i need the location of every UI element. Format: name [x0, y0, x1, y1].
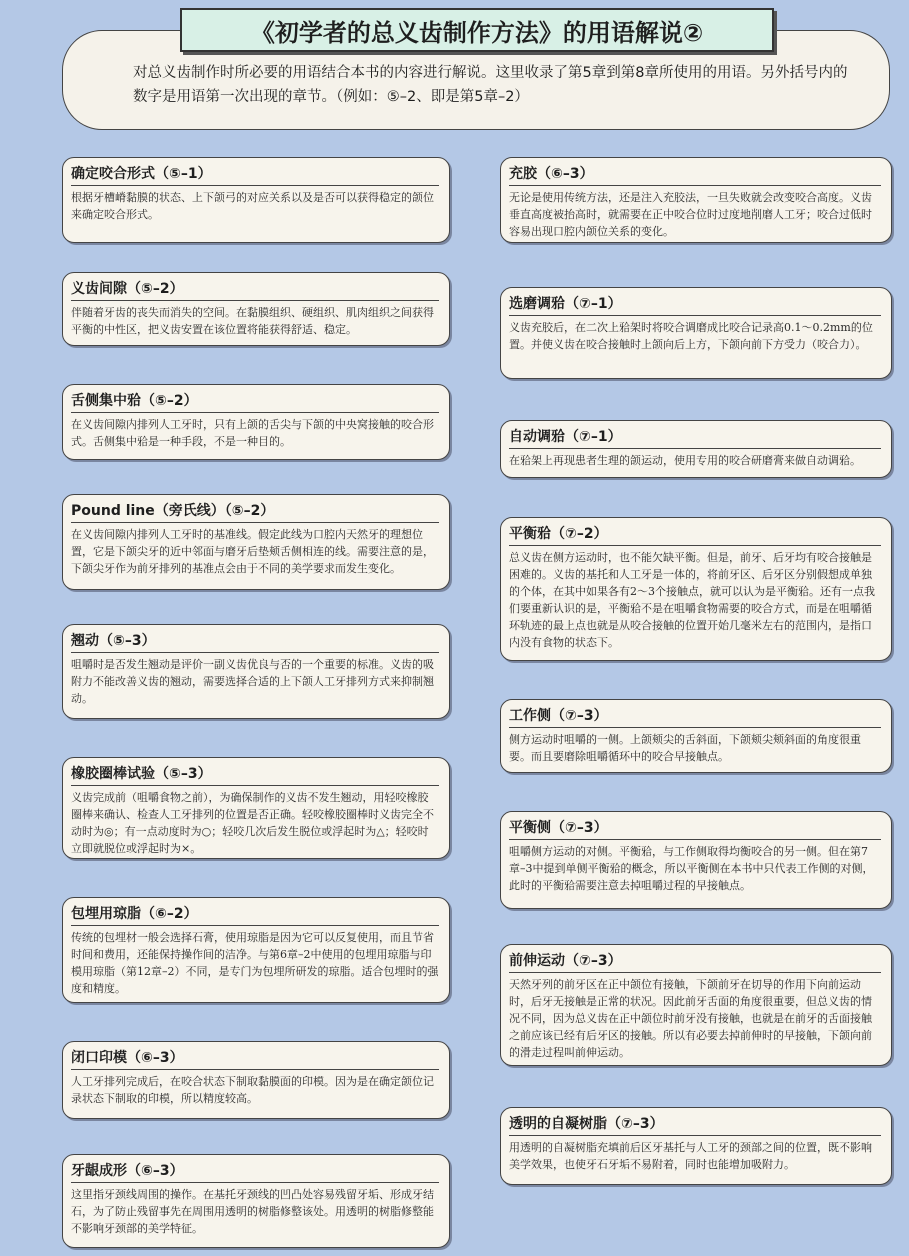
term-card-denture-space	[62, 272, 450, 346]
term-text: 用透明的自凝树脂充填前后区牙基托与人工牙的颈部之间的位置，既不影响美学效果，也使牙石牙垢不易附着，同时也能增加吸附力。	[509, 1141, 872, 1171]
term-text: 咀嚼侧方运动的对侧。平衡𬌗，与工作侧取得均衡咬合的另一侧。但在第7章–3中提到单侧平衡𬌗的概念，所以平衡侧在本书中只代表工作侧的对侧，此时的平衡𬌗需要注意去掉咀嚼过程的早接触点。	[509, 845, 874, 892]
term-card-clear-self-cure-resin	[500, 1107, 892, 1185]
term-text: 义齿完成前（咀嚼食物之前），为确保制作的义齿不发生翘动，用轻咬橡胶圈棒来确认、检查人工牙排列的位置是否正确。轻咬橡胶圈棒时义齿完全不动时为◎；有一点动度时为○；轻咬几次后发生脱位或浮起时为△；轻咬时立即就脱位或浮起时为×。	[71, 791, 434, 855]
term-card-pound-line	[62, 494, 450, 590]
term-card-selective-grinding	[500, 287, 892, 379]
term-title: 橡胶圈棒试验（⑤–3）	[71, 763, 439, 786]
term-text: 在义齿间隙内排列人工牙时，只有上颌的舌尖与下颌的中央窝接触的咬合形式。舌侧集中𬌗是一种手段，不是一种目的。	[71, 418, 434, 448]
term-text: 咀嚼时是否发生翘动是评价一副义齿优良与否的一个重要的标准。义齿的吸附力不能改善义齿的翘动，需要选择合适的上下颌人工牙排列方式来抑制翘动。	[71, 658, 434, 705]
term-card-gingival-contouring	[62, 1154, 450, 1248]
term-title: 平衡侧（⑦–3）	[509, 817, 881, 840]
term-card-balancing-side	[500, 811, 892, 909]
term-card-occlusion-form	[62, 157, 450, 243]
intro-text: 对总义齿制作时所必要的用语结合本书的内容进行解说。这里收录了第5章到第8章所使用的用语。另外括号内的数字是用语第一次出现的章节。（例如：⑤–2、即是第5章–2）	[62, 30, 890, 130]
term-text: 无论是使用传统方法，还是注入充胶法，一旦失败就会改变咬合高度。义齿垂直高度被抬高时，就需要在正中咬合位时过度地削磨人工牙；咬合过低时容易出现口腔内颌位关系的变化。	[509, 191, 872, 238]
term-card-closed-mouth-impression	[62, 1041, 450, 1119]
term-card-protrusive-movement	[500, 944, 892, 1066]
term-text: 根据牙槽嵴黏膜的状态、上下颌弓的对应关系以及是否可以获得稳定的颌位来确定咬合形式。	[71, 191, 434, 221]
term-card-auto-grinding	[500, 420, 892, 478]
term-title: 舌侧集中𬌗（⑤–2）	[71, 390, 439, 413]
term-text: 人工牙排列完成后，在咬合状态下制取黏膜面的印模。因为是在确定颌位记录状态下制取的印模，所以精度较高。	[71, 1075, 434, 1105]
term-text: 伴随着牙齿的丧失而消失的空间。在黏膜组织、硬组织、肌肉组织之间获得平衡的中性区，把义齿安置在该位置将能获得舒适、稳定。	[71, 306, 434, 336]
term-text: 传统的包埋材一般会选择石膏，使用琼脂是因为它可以反复使用，而且节省时间和费用，还能保持操作间的洁净。与第6章–2中使用的包埋用琼脂与印模用琼脂（第12章–2）不同，是专门为包埋所研发的琼脂。适合包埋时的强度和精度。	[71, 931, 439, 995]
term-card-tipping	[62, 624, 450, 719]
term-text: 这里指牙颈线周围的操作。在基托牙颈线的凹凸处容易残留牙垢、形成牙结石，为了防止残留事先在周围用透明的树脂修整该处。用透明的树脂修整能不影响牙颈部的美学特征。	[71, 1188, 434, 1235]
term-title: Pound line（旁氏线）（⑤–2）	[71, 500, 439, 523]
term-title: 确定咬合形式（⑤–1）	[71, 163, 439, 186]
term-card-investment-agar	[62, 897, 450, 1003]
term-title: 选磨调𬌗（⑦–1）	[509, 293, 881, 316]
term-text: 在𬌗架上再现患者生理的颌运动，使用专用的咬合研磨膏来做自动调𬌗。	[509, 454, 861, 467]
term-card-rubber-rod-test	[62, 757, 450, 859]
term-title: 充胶（⑥–3）	[509, 163, 881, 186]
term-card-balanced-occlusion	[500, 517, 892, 661]
term-text: 总义齿在侧方运动时，也不能欠缺平衡。但是，前牙、后牙均有咬合接触是困难的。义齿的基托和人工牙是一体的，将前牙区、后牙区分别假想成单独的个体，在其中如果各有2～3个接触点，就可以认为是平衡𬌗。还有一点我们要重新认识的是，平衡𬌗不是在咀嚼食物需要的咬合方式，而是在咀嚼循环轨迹的最上点也就是从咬合接触的位置开始几毫米左右的范围内，是指口内没有食物的状态下。	[509, 551, 875, 649]
term-card-lingualized-occlusion	[62, 384, 450, 460]
term-text: 侧方运动时咀嚼的一侧。上颌颊尖的舌斜面，下颌颊尖颊斜面的角度很重要。而且要磨除咀嚼循环中的咬合早接触点。	[509, 733, 861, 763]
term-text: 在义齿间隙内排列人工牙时的基准线。假定此线为口腔内天然牙的理想位置，它是下颌尖牙的近中邻面与磨牙后垫颊舌侧相连的线。需要注意的是，下颌尖牙作为前牙排列的基准点会由于不同的美学要求而发生变化。	[71, 528, 434, 575]
term-title: 自动调𬌗（⑦–1）	[509, 426, 881, 449]
term-text: 义齿充胶后，在二次上𬌗架时将咬合调磨成比咬合记录高0.1～0.2mm的位置。并使义齿在咬合接触时上颌向后上方，下颌向前下方受力（咬合力）。	[509, 321, 873, 351]
term-card-working-side	[500, 699, 892, 773]
term-title: 义齿间隙（⑤–2）	[71, 278, 439, 301]
term-title: 前伸运动（⑦–3）	[509, 950, 881, 973]
page-title: 《初学者的总义齿制作方法》的用语解说②	[180, 8, 774, 52]
term-title: 平衡𬌗（⑦–2）	[509, 523, 881, 546]
term-title: 透明的自凝树脂（⑦–3）	[509, 1113, 881, 1136]
term-title: 闭口印模（⑥–3）	[71, 1047, 439, 1070]
term-title: 翘动（⑤–3）	[71, 630, 439, 653]
term-card-packing	[500, 157, 892, 243]
term-text: 天然牙列的前牙区在正中颌位有接触，下颌前牙在切导的作用下向前运动时，后牙无接触是正常的状况。因此前牙舌面的角度很重要，但总义齿的情况不同，因为总义齿在正中颌位时前牙没有接触，也就是在前牙的舌面接触之前应该已经有后牙区的接触。所以有必要去掉前伸时的早接触，下颌向前的滑走过程叫前伸运动。	[509, 978, 872, 1059]
term-title: 工作侧（⑦–3）	[509, 705, 881, 728]
term-title: 包埋用琼脂（⑥–2）	[71, 903, 439, 926]
term-title: 牙龈成形（⑥–3）	[71, 1160, 439, 1183]
